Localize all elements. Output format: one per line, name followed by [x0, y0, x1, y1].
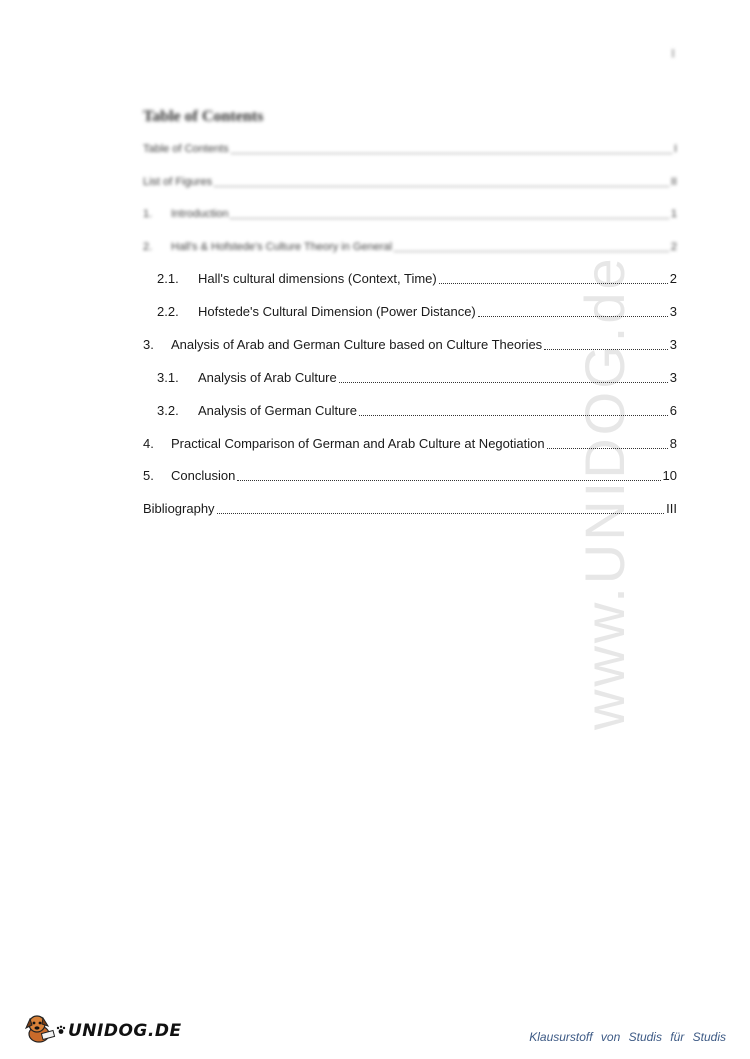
toc-leader: [394, 250, 669, 252]
toc-entry-page: 3: [669, 337, 677, 352]
toc-entry-label: Bibliography: [143, 501, 215, 516]
toc-entry-label: Analysis of Arab Culture: [198, 370, 337, 385]
toc-entry-german-culture[interactable]: [157, 401, 677, 419]
toc-leader: [214, 185, 669, 187]
toc-leader: [478, 315, 668, 317]
toc-leader: [439, 282, 668, 284]
toc-leader: [230, 217, 668, 219]
dog-mascot-icon: [22, 1012, 56, 1049]
toc-entry-number: 1.: [143, 208, 153, 220]
toc-entry-page: I: [673, 143, 677, 155]
toc-entry-conclusion[interactable]: [143, 466, 677, 484]
toc-entry-label: Table of Contents: [143, 143, 229, 155]
toc-entry-label: Hall's & Hofstede's Culture Theory in General: [171, 241, 393, 253]
toc-entry-label: Conclusion: [171, 468, 236, 483]
toc-entry-number: 2.1.: [157, 271, 179, 286]
toc-entry-practical-comparison[interactable]: [143, 434, 677, 452]
toc-entry-halls-dimensions[interactable]: [157, 269, 677, 287]
toc-entry-label: Analysis of German Culture: [198, 403, 357, 418]
toc-entry-label: Hofstede's Cultural Dimension (Power Distance): [198, 304, 476, 319]
toc-leader: [217, 512, 665, 514]
toc-entry-page: 8: [669, 436, 677, 451]
toc-entry-page: 1: [670, 208, 677, 220]
toc-entry-table-of-contents[interactable]: [143, 139, 677, 157]
logo-text: UNIDOG.DE: [68, 1020, 182, 1041]
paw-icon: [56, 1022, 66, 1040]
toc-entry-hofstede-dimension[interactable]: [157, 302, 677, 320]
footer-logo[interactable]: [22, 1012, 182, 1049]
toc-entry-bibliography[interactable]: [143, 499, 677, 517]
toc-entry-page: 10: [662, 468, 677, 483]
toc-entry-label: Practical Comparison of German and Arab Culture at Negotiation: [171, 436, 545, 451]
toc-entry-page: 2: [670, 241, 677, 253]
watermark: www.UNIDOG.de: [573, 255, 636, 730]
toc-entry-number: 3.: [143, 337, 154, 352]
toc-entry-number: 2.2.: [157, 304, 179, 319]
toc-entry-introduction[interactable]: [143, 204, 677, 222]
toc-title: Table of Contents: [143, 108, 264, 125]
toc-leader: [231, 152, 672, 154]
toc-leader: [547, 447, 668, 449]
toc-entry-analysis[interactable]: [143, 335, 677, 353]
toc-leader: [237, 479, 660, 481]
toc-leader: [339, 381, 668, 383]
toc-entry-label: Analysis of Arab and German Culture based on Culture Theories: [171, 337, 543, 352]
toc-entry-page: III: [666, 501, 677, 516]
toc-entry-list-of-figures[interactable]: [143, 172, 677, 190]
toc-entry-label: Introduction: [171, 208, 229, 220]
toc-entry-number: 3.1.: [157, 370, 179, 385]
toc-entry-label: List of Figures: [143, 176, 213, 188]
toc-entry-page: II: [670, 176, 677, 188]
toc-entry-page: 3: [669, 304, 677, 319]
page-number: I: [671, 46, 675, 60]
toc-entry-number: 4.: [143, 436, 154, 451]
toc-entry-culture-theory[interactable]: [143, 237, 677, 255]
toc-entry-number: 5.: [143, 468, 154, 483]
toc-leader: [359, 414, 668, 416]
toc-leader: [544, 348, 668, 350]
toc-entry-number: 3.2.: [157, 403, 179, 418]
toc-entry-number: 2.: [143, 241, 153, 253]
toc-entry-page: 2: [669, 271, 677, 286]
toc-entry-page: 3: [669, 370, 677, 385]
toc-entry-arab-culture[interactable]: [157, 368, 677, 386]
toc-entry-page: 6: [669, 403, 677, 418]
toc-entry-label: Hall's cultural dimensions (Context, Time): [198, 271, 437, 286]
footer-tagline: Klausurstoff von Studis für Studis: [529, 1030, 726, 1044]
